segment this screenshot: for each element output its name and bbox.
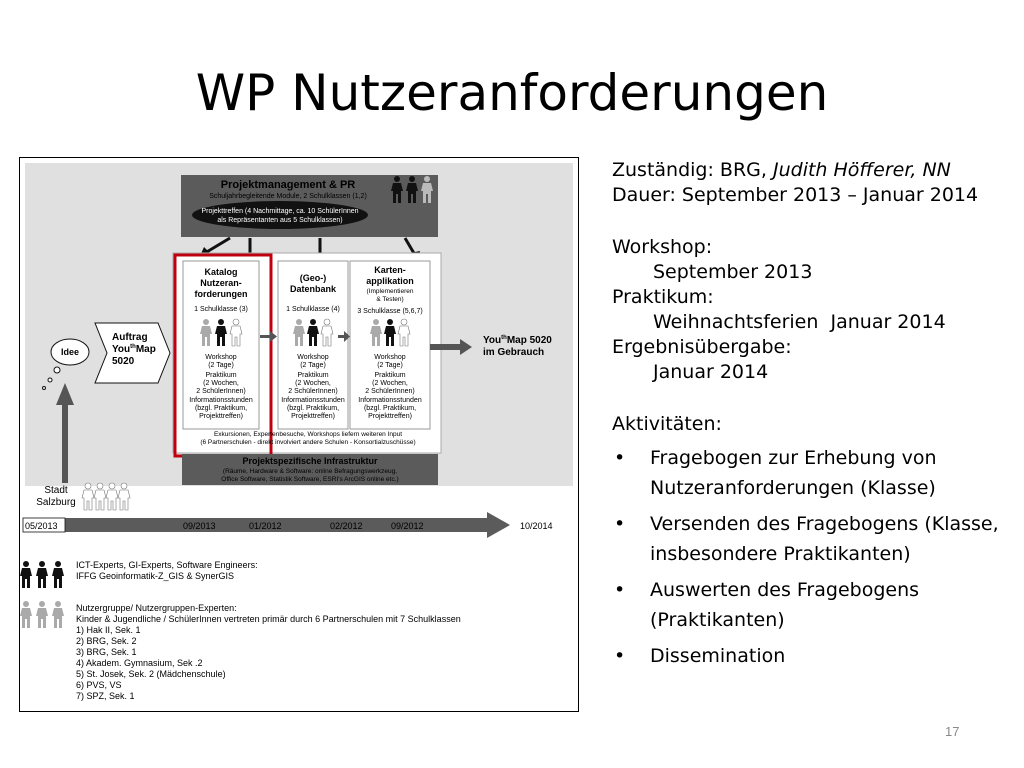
svg-text:Projekttreffen): Projekttreffen) — [199, 413, 243, 420]
svg-text:Workshop: Workshop — [374, 354, 406, 361]
pm-meeting-ellipse — [192, 201, 368, 229]
svg-text:1) Hak II, Sek. 1: 1) Hak II, Sek. 1 — [76, 625, 141, 635]
svg-text:Projekttreffen): Projekttreffen) — [291, 413, 335, 420]
svg-text:(bzgl. Praktikum,: (bzgl. Praktikum, — [363, 405, 417, 412]
svg-text:Praktikum: Praktikum — [205, 372, 237, 379]
legend-users — [76, 603, 461, 701]
svg-text:Praktikum: Praktikum — [297, 372, 329, 379]
svg-text:2) BRG, Sek. 2: 2) BRG, Sek. 2 — [76, 636, 137, 646]
svg-text:(2 Tage): (2 Tage) — [208, 362, 234, 369]
svg-text:Kinder & Jugendliche / Schüler: Kinder & Jugendliche / SchülerInnen vertreten primär durch 6 Partnerschulen mit 7 Schulklassen — [76, 614, 461, 624]
box3-sub-2: & Testen) — [376, 296, 404, 303]
slide-title: WP Nutzeranforderungen — [195, 64, 829, 122]
svg-text:4) Akadem. Gymnasium, Sek .2: 4) Akadem. Gymnasium, Sek .2 — [76, 658, 203, 668]
svg-text:(2 Wochen,: (2 Wochen, — [203, 380, 239, 387]
timeline — [23, 512, 553, 538]
pm-meeting-2: als Repräsentanten aus 5 Schulklassen) — [217, 217, 343, 224]
result-3: im Gebrauch — [483, 347, 545, 358]
responsible-person: Judith Höfferer, NN — [772, 159, 951, 181]
svg-text:Informationsstunden: Informationsstunden — [281, 397, 345, 404]
idea-label: Idee — [60, 347, 80, 357]
svg-text:Informationsstunden: Informationsstunden — [189, 397, 253, 404]
praktikum-label: Praktikum: — [612, 286, 714, 308]
info-panel — [612, 158, 1016, 677]
list-item: • Versenden des Fragebogens (Klasse, insbesondere Praktikanten) — [614, 513, 999, 565]
box3-title-2: applikation — [366, 276, 414, 286]
legend-experts-1: ICT-Experts, GI-Experts, Software Engineers: — [76, 560, 258, 570]
handover-value: Januar 2014 — [653, 361, 769, 383]
svg-text:(bzgl. Praktikum,: (bzgl. Praktikum, — [194, 405, 248, 412]
list-item: • Fragebogen zur Erhebung von Nutzeranforderungen (Klasse) — [614, 447, 937, 499]
pm-sub: Schuljahrbegleitende Module, 2 Schulklassen (1,2) — [209, 193, 367, 200]
box1-title-3: forderungen — [194, 289, 248, 299]
svg-text:(bzgl. Praktikum,: (bzgl. Praktikum, — [286, 405, 340, 412]
auftrag-sup: th — [130, 344, 136, 350]
workshop-value: September 2013 — [653, 261, 813, 283]
timeline-end: 10/2014 — [520, 521, 553, 531]
auftrag-4: 5020 — [112, 356, 135, 367]
svg-text:Nutzergruppe/ Nutzergruppen-Ex: Nutzergruppe/ Nutzergruppen-Experten: — [76, 603, 237, 613]
project-diagram — [19, 157, 579, 712]
activities-heading: Aktivitäten: — [612, 413, 722, 435]
box1-class: 1 Schulklasse (3) — [194, 306, 248, 313]
infra-1: (Räume, Hardware & Software: online Befragungswerkzeug, — [222, 468, 398, 475]
svg-text:Projekttreffen): Projekttreffen) — [368, 413, 412, 420]
infra-title: Projektspezifische Infrastruktur — [242, 456, 378, 466]
page-number: 17 — [945, 724, 960, 739]
legend-experts-icon — [20, 561, 64, 588]
svg-text:3) BRG, Sek. 1: 3) BRG, Sek. 1 — [76, 647, 137, 657]
responsible-label: Zuständig: BRG, — [612, 159, 767, 181]
box3-class: 3 Schulklasse (5,6,7) — [357, 308, 423, 315]
stadt-2: Salzburg — [36, 497, 76, 508]
svg-text:(2 Tage): (2 Tage) — [377, 362, 403, 369]
duration-line: Dauer: September 2013 – Januar 2014 — [612, 184, 979, 206]
workshop-label: Workshop: — [612, 236, 713, 258]
box3-title-1: Karten- — [374, 265, 406, 275]
svg-text:(2 Wochen,: (2 Wochen, — [295, 380, 331, 387]
pm-title: Projektmanagement & PR — [220, 179, 356, 191]
activities-list — [612, 443, 1016, 671]
timeline-3: 02/2012 — [330, 521, 363, 531]
box1-title-2: Nutzeran- — [200, 278, 242, 288]
stadt-arrow — [62, 403, 68, 483]
stadt-persons-icon — [82, 483, 130, 510]
timeline-start: 05/2013 — [25, 521, 58, 531]
svg-text:2 SchülerInnen): 2 SchülerInnen) — [196, 388, 246, 395]
result-1: You$^{th}$Map 5020 — [483, 335, 552, 346]
box3-sub-1: (Implementieren — [366, 288, 414, 295]
responsible-line — [612, 158, 1016, 183]
svg-text:2 SchülerInnen): 2 SchülerInnen) — [365, 388, 415, 395]
infra-2: Office Software, Statistik Software, ESRI's ArcGIS online etc.) — [221, 476, 399, 483]
pm-meeting-1: Projekttreffen (4 Nachmittage, ca. 10 SchülerInnen — [201, 208, 359, 215]
list-item: • Dissemination — [614, 645, 786, 667]
svg-text:7) SPZ, Sek. 1: 7) SPZ, Sek. 1 — [76, 691, 135, 701]
timeline-4: 09/2012 — [391, 521, 424, 531]
box2-title-1: (Geo-) — [299, 273, 327, 283]
excursion-1: Exkursionen, Expertenbesuche, Workshops liefern weiteren Input — [213, 431, 403, 438]
auftrag-3: Map — [135, 344, 156, 355]
svg-text:Workshop: Workshop — [297, 354, 329, 361]
legend-users-icon — [20, 601, 64, 628]
svg-text:6) PVS, VS: 6) PVS, VS — [76, 680, 122, 690]
svg-text:Informationsstunden: Informationsstunden — [358, 397, 422, 404]
box2-title-2: Datenbank — [289, 284, 337, 294]
excursion-2: (6 Partnerschulen - direkt involviert andere Schulen - Konsortialzuschüsse) — [200, 439, 416, 446]
auftrag-2: You — [112, 344, 131, 355]
box1-title-1: Katalog — [204, 267, 238, 277]
timeline-1: 09/2013 — [183, 521, 216, 531]
stadt-1: Stadt — [44, 485, 68, 496]
legend-experts-2: IFFG Geoinformatik-Z_GIS & SynerGIS — [76, 571, 235, 581]
timeline-2: 01/2012 — [249, 521, 282, 531]
svg-text:Workshop: Workshop — [205, 354, 237, 361]
svg-text:(2 Wochen,: (2 Wochen, — [372, 380, 408, 387]
svg-text:2 SchülerInnen): 2 SchülerInnen) — [288, 388, 338, 395]
box2-class: 1 Schulklasse (4) — [286, 306, 340, 313]
handover-label: Ergebnisübergabe: — [612, 336, 792, 358]
auftrag-1: Auftrag — [112, 332, 148, 343]
svg-text:(2 Tage): (2 Tage) — [300, 362, 326, 369]
list-item: • Auswerten des Fragebogens (Praktikanten) — [614, 579, 920, 631]
svg-text:Praktikum: Praktikum — [374, 372, 406, 379]
praktikum-value: Weihnachtsferien Januar 2014 — [653, 311, 946, 333]
svg-text:5) St. Josek, Sek. 2 (Mädchens: 5) St. Josek, Sek. 2 (Mädchenschule) — [76, 669, 226, 679]
